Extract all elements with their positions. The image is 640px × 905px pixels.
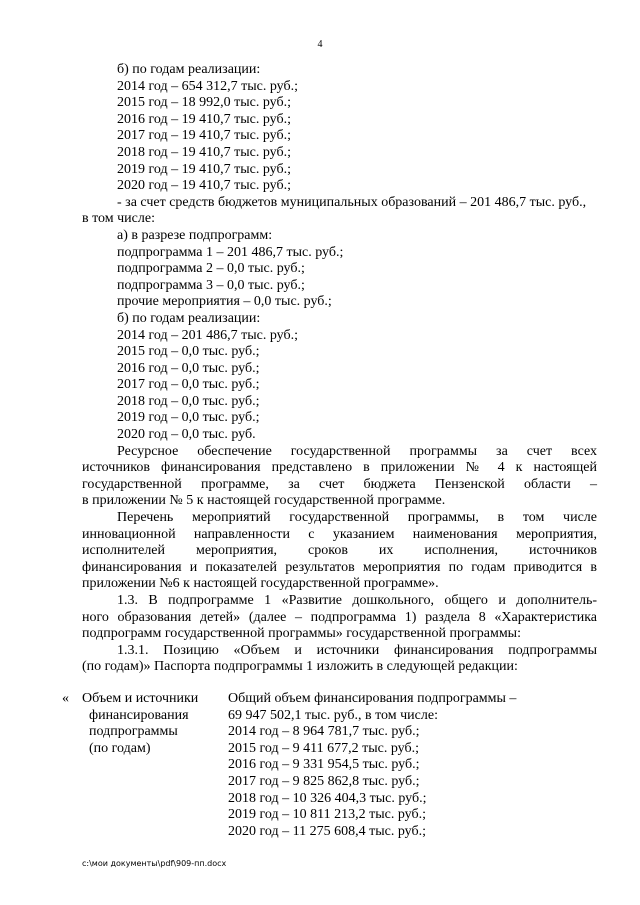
document-body bbox=[82, 62, 597, 676]
paragraph-line: в приложении № 5 к настоящей государственной программе. bbox=[82, 493, 446, 509]
paragraph-resources bbox=[82, 444, 597, 510]
year-row: 2014 год – 654 312,7 тыс. руб.; bbox=[117, 78, 298, 94]
passport-value bbox=[228, 691, 608, 840]
subprogram-row: прочие мероприятия – 0,0 тыс. руб.; bbox=[117, 294, 332, 310]
passport-label-line: подпрограммы bbox=[89, 724, 178, 740]
years-heading-2: б) по годам реализации: bbox=[117, 310, 261, 326]
year-row: 2017 год – 19 410,7 тыс. руб.; bbox=[117, 128, 291, 144]
year-row: 2015 год – 18 992,0 тыс. руб.; bbox=[117, 95, 291, 111]
year-row: 2020 год – 19 410,7 тыс. руб.; bbox=[117, 178, 291, 194]
passport-value-line: 2016 год – 9 331 954,5 тыс. руб.; bbox=[228, 757, 420, 773]
paragraph-line: подпрограмм государственной программы» государственной программы: bbox=[82, 626, 521, 642]
year-row: 2020 год – 0,0 тыс. руб. bbox=[117, 427, 256, 443]
year-row: 2016 год – 0,0 тыс. руб.; bbox=[117, 360, 260, 376]
passport-value-line: 2014 год – 8 964 781,7 тыс. руб.; bbox=[228, 724, 420, 740]
paragraph-line: 1.3. В подпрограмме 1 «Развитие дошкольного, общего и дополнитель- bbox=[117, 593, 597, 608]
opening-quote: « bbox=[62, 691, 69, 706]
year-row: 2019 год – 19 410,7 тыс. руб.; bbox=[117, 161, 291, 177]
paragraph-line: ного образования детей» (далее – подпрограмма 1) раздела 8 «Характеристика bbox=[82, 609, 597, 625]
passport-value-line: Общий объем финансирования подпрограммы – bbox=[228, 691, 517, 706]
paragraph-line: инновационной направленности с указанием наименования мероприятия, bbox=[82, 526, 597, 542]
subprogram-row: подпрограмма 3 – 0,0 тыс. руб.; bbox=[117, 277, 305, 293]
year-row: 2018 год – 19 410,7 тыс. руб.; bbox=[117, 144, 291, 160]
year-row: 2014 год – 201 486,7 тыс. руб.; bbox=[117, 327, 298, 343]
paragraph-line: государственной программе, за счет бюджета Пензенской области – bbox=[82, 476, 597, 492]
subprogram-row: подпрограмма 1 – 201 486,7 тыс. руб.; bbox=[117, 244, 344, 260]
years-heading-1: б) по годам реализации: bbox=[117, 62, 261, 77]
passport-value-line: 2019 год – 10 811 213,2 тыс. руб.; bbox=[228, 807, 426, 823]
passport-value-line: 2017 год – 9 825 862,8 тыс. руб.; bbox=[228, 773, 420, 789]
passport-label-line: (по годам) bbox=[89, 740, 151, 756]
paragraph-line: источников финансирования представлено в приложении № 4 к настоящей bbox=[82, 460, 597, 476]
paragraph-list bbox=[82, 510, 597, 593]
passport-value-line: 2020 год – 11 275 608,4 тыс. руб.; bbox=[228, 823, 426, 839]
paragraph-line: Перечень мероприятий государственной программы, в том числе bbox=[117, 510, 597, 526]
paragraph-line: 1.3.1. Позицию «Объем и источники финансирования подпрограммы bbox=[117, 642, 597, 658]
passport-label bbox=[82, 691, 222, 757]
passport-label-line: Объем и источники bbox=[82, 691, 199, 706]
year-row: 2018 год – 0,0 тыс. руб.; bbox=[117, 393, 260, 409]
paragraph-1-3 bbox=[82, 593, 597, 643]
paragraph-1-3-1 bbox=[82, 643, 597, 676]
municipal-funding-line: - за счет средств бюджетов муниципальных образований – 201 486,7 тыс. руб., bbox=[117, 194, 587, 210]
subprogram-row: подпрограмма 2 – 0,0 тыс. руб.; bbox=[117, 261, 305, 277]
subprograms-heading: а) в разрезе подпрограмм: bbox=[117, 227, 273, 243]
year-row: 2017 год – 0,0 тыс. руб.; bbox=[117, 377, 260, 393]
paragraph-line: исполнителей мероприятия, сроков их исполнения, источников bbox=[82, 543, 597, 559]
year-row: 2016 год – 19 410,7 тыс. руб.; bbox=[117, 111, 291, 127]
paragraph-line: финансирования и показателей результатов мероприятия по годам приводится в bbox=[82, 559, 597, 575]
page-number: 4 bbox=[317, 39, 323, 50]
passport-value-line: 69 947 502,1 тыс. руб., в том числе: bbox=[228, 707, 438, 723]
passport-label-line: финансирования bbox=[89, 707, 189, 723]
paragraph-line: Ресурсное обеспечение государственной программы за счет всех bbox=[117, 443, 597, 459]
year-row: 2015 год – 0,0 тыс. руб.; bbox=[117, 344, 260, 360]
passport-value-line: 2018 год – 10 326 404,3 тыс. руб.; bbox=[228, 790, 427, 806]
paragraph-line: (по годам)» Паспорта подпрограммы 1 изложить в следующей редакции: bbox=[82, 659, 518, 675]
paragraph-line: приложении №6 к настоящей государственной программе». bbox=[82, 576, 439, 592]
municipal-funding-line-cont: в том числе: bbox=[82, 211, 155, 227]
file-path-footer: c:\мои документы\pdf\909-пп.docx bbox=[82, 859, 227, 868]
year-row: 2019 год – 0,0 тыс. руб.; bbox=[117, 410, 260, 426]
passport-value-line: 2015 год – 9 411 677,2 тыс. руб.; bbox=[228, 740, 419, 756]
